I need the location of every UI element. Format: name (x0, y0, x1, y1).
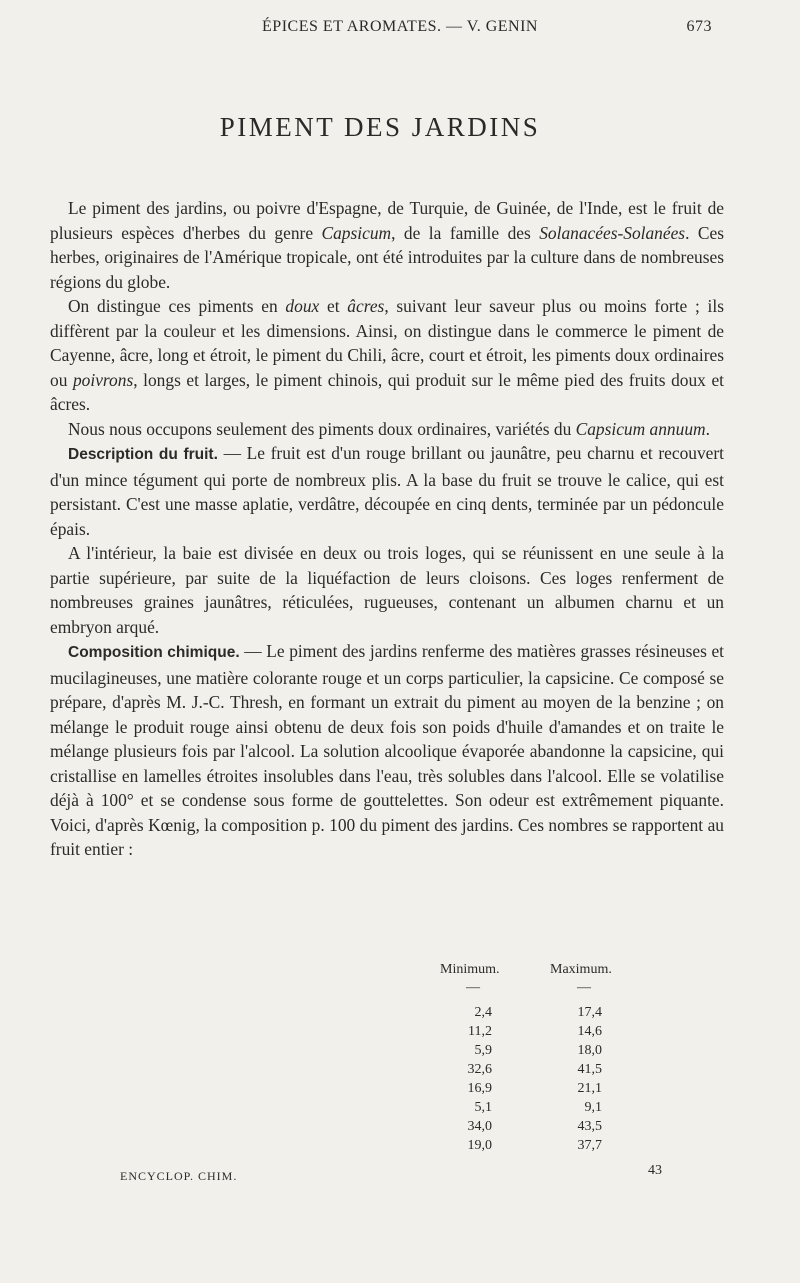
footer-signature-number: 43 (648, 1163, 662, 1178)
row-maximum: 37,7 (577, 1138, 602, 1153)
table-row (184, 1119, 644, 1139)
table-row (184, 1081, 644, 1101)
family-name: Solanacées-Solanées (539, 222, 686, 243)
row-maximum: 21,1 (577, 1081, 602, 1096)
column-dash: — (466, 980, 480, 995)
row-minimum: 11,2 (468, 1024, 492, 1039)
species-name: Capsicum annuum (575, 418, 706, 439)
description-paragraph-2: A l'intérieur, la baie est divisée en deux ou trois loges, qui se réunissent en une seule à la partie supérieure, par suite de la liquéfaction de leurs cloisons. Ces loges renferment de nombreuses graines jaunâtres, réticulées, rugueuses, contenant un albumen charnu et un embryon arqué. (50, 543, 724, 637)
intro-paragraph-3: Nous nous occupons seulement des piments doux ordinaires, variétés du Capsicum annuum. (68, 418, 710, 439)
description-paragraph-1: Description du fruit. — Le fruit est d'un rouge brillant ou jaunâtre, peu charnu et recouvert d'un mince tégument qui porte de nombreux plis. A la base du fruit se trouve le calice, qui est persistant. C'est une masse aplatie, verdâtre, découpée en cinq dents, terminée par un pédoncule épais. (50, 443, 725, 539)
row-minimum: 5,1 (474, 1100, 492, 1115)
table-row (184, 1043, 644, 1063)
page-header (0, 14, 800, 38)
row-maximum: 17,4 (577, 1005, 602, 1020)
row-maximum: 18,0 (577, 1043, 602, 1058)
table-row (184, 1024, 644, 1044)
column-header-minimum: Minimum. (440, 962, 500, 977)
table-row (184, 1138, 644, 1158)
footer-collection: ENCYCLOP. CHIM. (120, 1169, 238, 1183)
column-header-maximum: Maximum. (550, 962, 612, 977)
row-maximum: 14,6 (577, 1024, 602, 1039)
row-minimum: 16,9 (467, 1081, 492, 1096)
running-title: ÉPICES ET AROMATES. — V. GENIN (262, 18, 538, 35)
row-maximum: 41,5 (577, 1062, 602, 1077)
table-row (184, 1100, 644, 1120)
row-minimum: 32,6 (467, 1062, 492, 1077)
composition-paragraph: Composition chimique. — Le piment des jardins renferme des matières grasses résineuses et mucilagineuses, une matière colorante rouge et un corps particulier, la capsicine. Ce composé se prépare, d'après M. J.-C. Thresh, en formant un extrait du piment au moyen de la benzine ; on mélange le produit rouge ainsi obtenu de deux fois son poids d'huile d'amandes et on traite le mélange plusieurs fois par l'alcool. La solution alcoolique évaporée abandonne la capsicine, qui cristallise en lamelles étroites insolubles dans l'eau, très solubles dans l'alcool. Elle se volatilise déjà à 100° et se condense sous forme de gouttelettes. Son odeur est extrêmement piquante. Voici, d'après Kœnig, la composition p. 100 du piment des jardins. Ces nombres se rapportent au fruit entier : (50, 641, 724, 859)
composition-heading: Composition chimique. (68, 644, 240, 661)
row-maximum: 43,5 (577, 1119, 602, 1134)
page-title: PIMENT DES JARDINS (219, 112, 541, 142)
page-number: 673 (686, 18, 712, 35)
intro-paragraph-2: On distingue ces piments en doux et âcres, suivant leur saveur plus ou moins forte ; ils diffèrent par la couleur et les dimensions. Ainsi, on distingue dans le commerce le piment de Cayenne, âcre, long et étroit, le piment du Chili, âcre, court et étroit, les piments doux ordinaires ou poivrons, longs et larges, le piment chinois, qui produit sur le même pied des fruits doux et âcres. (50, 296, 724, 414)
description-heading: Description du fruit. (68, 446, 218, 463)
row-maximum: 9,1 (584, 1100, 602, 1115)
row-minimum: 34,0 (467, 1119, 492, 1134)
intro-paragraph-1: Le piment des jardins, ou poivre d'Espagne, de Turquie, de Guinée, de l'Inde, est le fruit de plusieurs espèces d'herbes du genre Capsicum, de la famille des Solanacées-Solanées. Ces herbes, originaires de l'Amérique tropicale, ont été introduites par la culture dans de nombreuses régions du globe. (50, 198, 724, 292)
row-minimum: 2,4 (474, 1005, 492, 1020)
row-minimum: 5,9 (474, 1043, 492, 1058)
column-dash: — (577, 980, 591, 995)
table-row (184, 1005, 644, 1025)
genus-name: Capsicum (321, 222, 392, 243)
table-row (184, 1062, 644, 1082)
article-body (50, 196, 724, 862)
row-minimum: 19,0 (467, 1138, 492, 1153)
